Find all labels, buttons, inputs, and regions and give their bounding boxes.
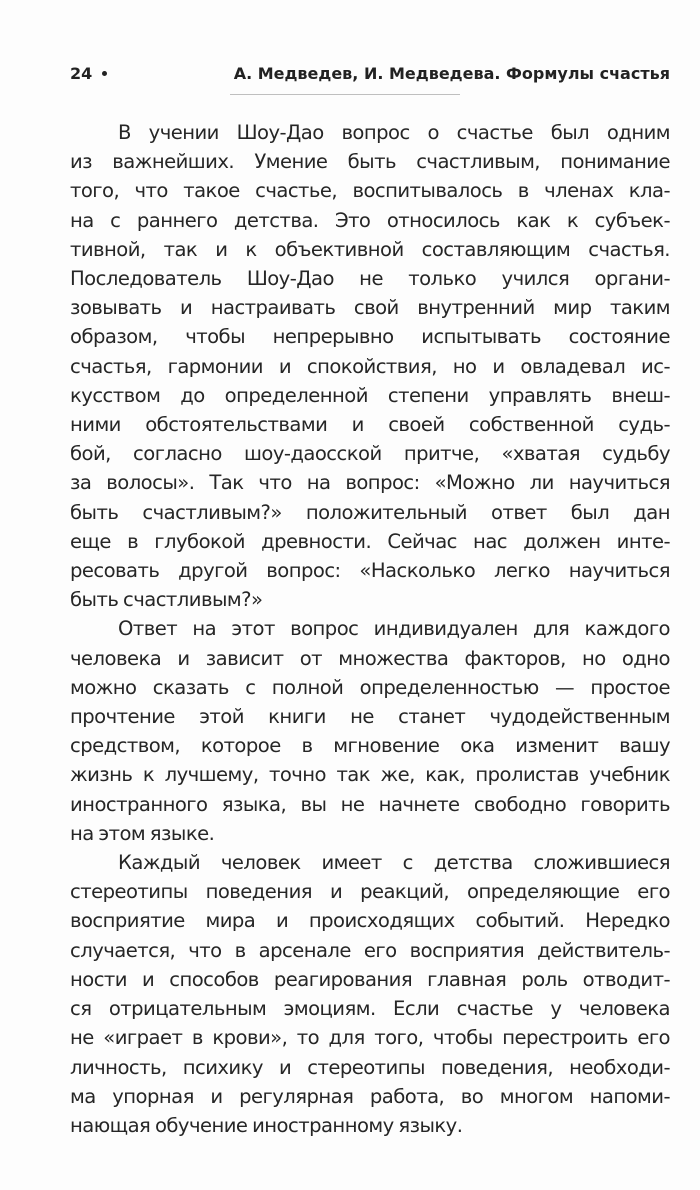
header-rule [230,94,460,95]
text-line: Ответ на этот вопрос индивидуален для каждого [118,617,670,641]
text-line: ма упорная и регулярная работа, во многом напоми- [70,1084,670,1108]
paragraph [70,614,670,848]
page-number-text: 24 [70,63,93,83]
text-line: образом, чтобы непрерывно испытывать состояние [70,325,670,349]
text-line: В учении Шоу-Дао вопрос о счастье был одним [118,121,670,144]
text-line: не «играет в крови», то для того, чтобы перестроить его [70,1026,670,1050]
paragraph [70,118,670,614]
text-line: бой, согласно шоу-даосской притче, «хватая судьбу [70,442,670,466]
text-line: стереотипы поведения и реакций, определяющие его [70,880,670,904]
text-line: того, что такое счастье, воспитывалось в членах кла- [70,179,670,203]
text-line: иностранного языка, вы не начнете свободно говорить [70,792,670,816]
text-line: кусством до определенной степени управлять внеш- [70,383,670,407]
text-line: случается, что в арсенале его восприятия действитель- [70,938,670,962]
text-line: ся отрицательным эмоциям. Если счастье у человека [70,997,670,1021]
text-line: можно сказать с полной определенностью — простое [70,675,670,699]
text-line: зовывать и настраивать свой внутренний мир таким [70,296,670,320]
text-line: прочтение этой книги не станет чудодейственным [70,705,670,729]
text-line: человека и зависит от множества факторов, но одно [70,646,670,670]
text-line: ности и способов реагирования главная роль отводит- [70,967,670,991]
text-line: восприятие мира и происходящих событий. Нередко [70,909,670,933]
text-line: тивной, так и к объективной составляющим счастья. [70,237,670,261]
text-line: личность, психику и стереотипы поведения, необходи- [70,1055,670,1079]
running-head [70,60,670,86]
text-line: Последователь Шоу-Дао не только учился органи- [70,267,670,291]
page-number [70,64,107,83]
paragraph [70,848,670,1140]
text-line: средством, которое в мгновение ока изменит вашу [70,734,670,758]
text-line: ресовать другой вопрос: «Насколько легко научиться [70,559,670,583]
text-line: жизнь к лучшему, точно так же, как, пролистав учебник [70,763,670,787]
text-line: Каждый человек имеет с детства сложившиеся [118,851,670,875]
text-line: быть счастливым?» положительный ответ был дан [70,500,670,524]
text-line: нающая обучение иностранному языку. [70,1113,463,1137]
text-line: на с раннего детства. Это относилось как к субъек- [70,208,670,232]
text-line: еще в глубокой древности. Сейчас нас должен инте- [70,529,670,553]
text-line: за волосы». Так что на вопрос: «Можно ли научиться [70,471,670,495]
text-line: ними обстоятельствами и своей собственной судь- [70,413,670,437]
text-line: из важнейших. Умение быть счастливым, понимание [70,150,670,174]
text-line: счастья, гармонии и спокойствия, но и овладевал ис- [70,354,670,378]
running-title: А. Медведев, И. Медведева. Формулы счастья [233,63,670,83]
bullet-icon [102,71,107,76]
text-line: на этом языке. [70,821,215,845]
body-text [70,118,670,1140]
text-line: быть счастливым?» [70,588,263,612]
